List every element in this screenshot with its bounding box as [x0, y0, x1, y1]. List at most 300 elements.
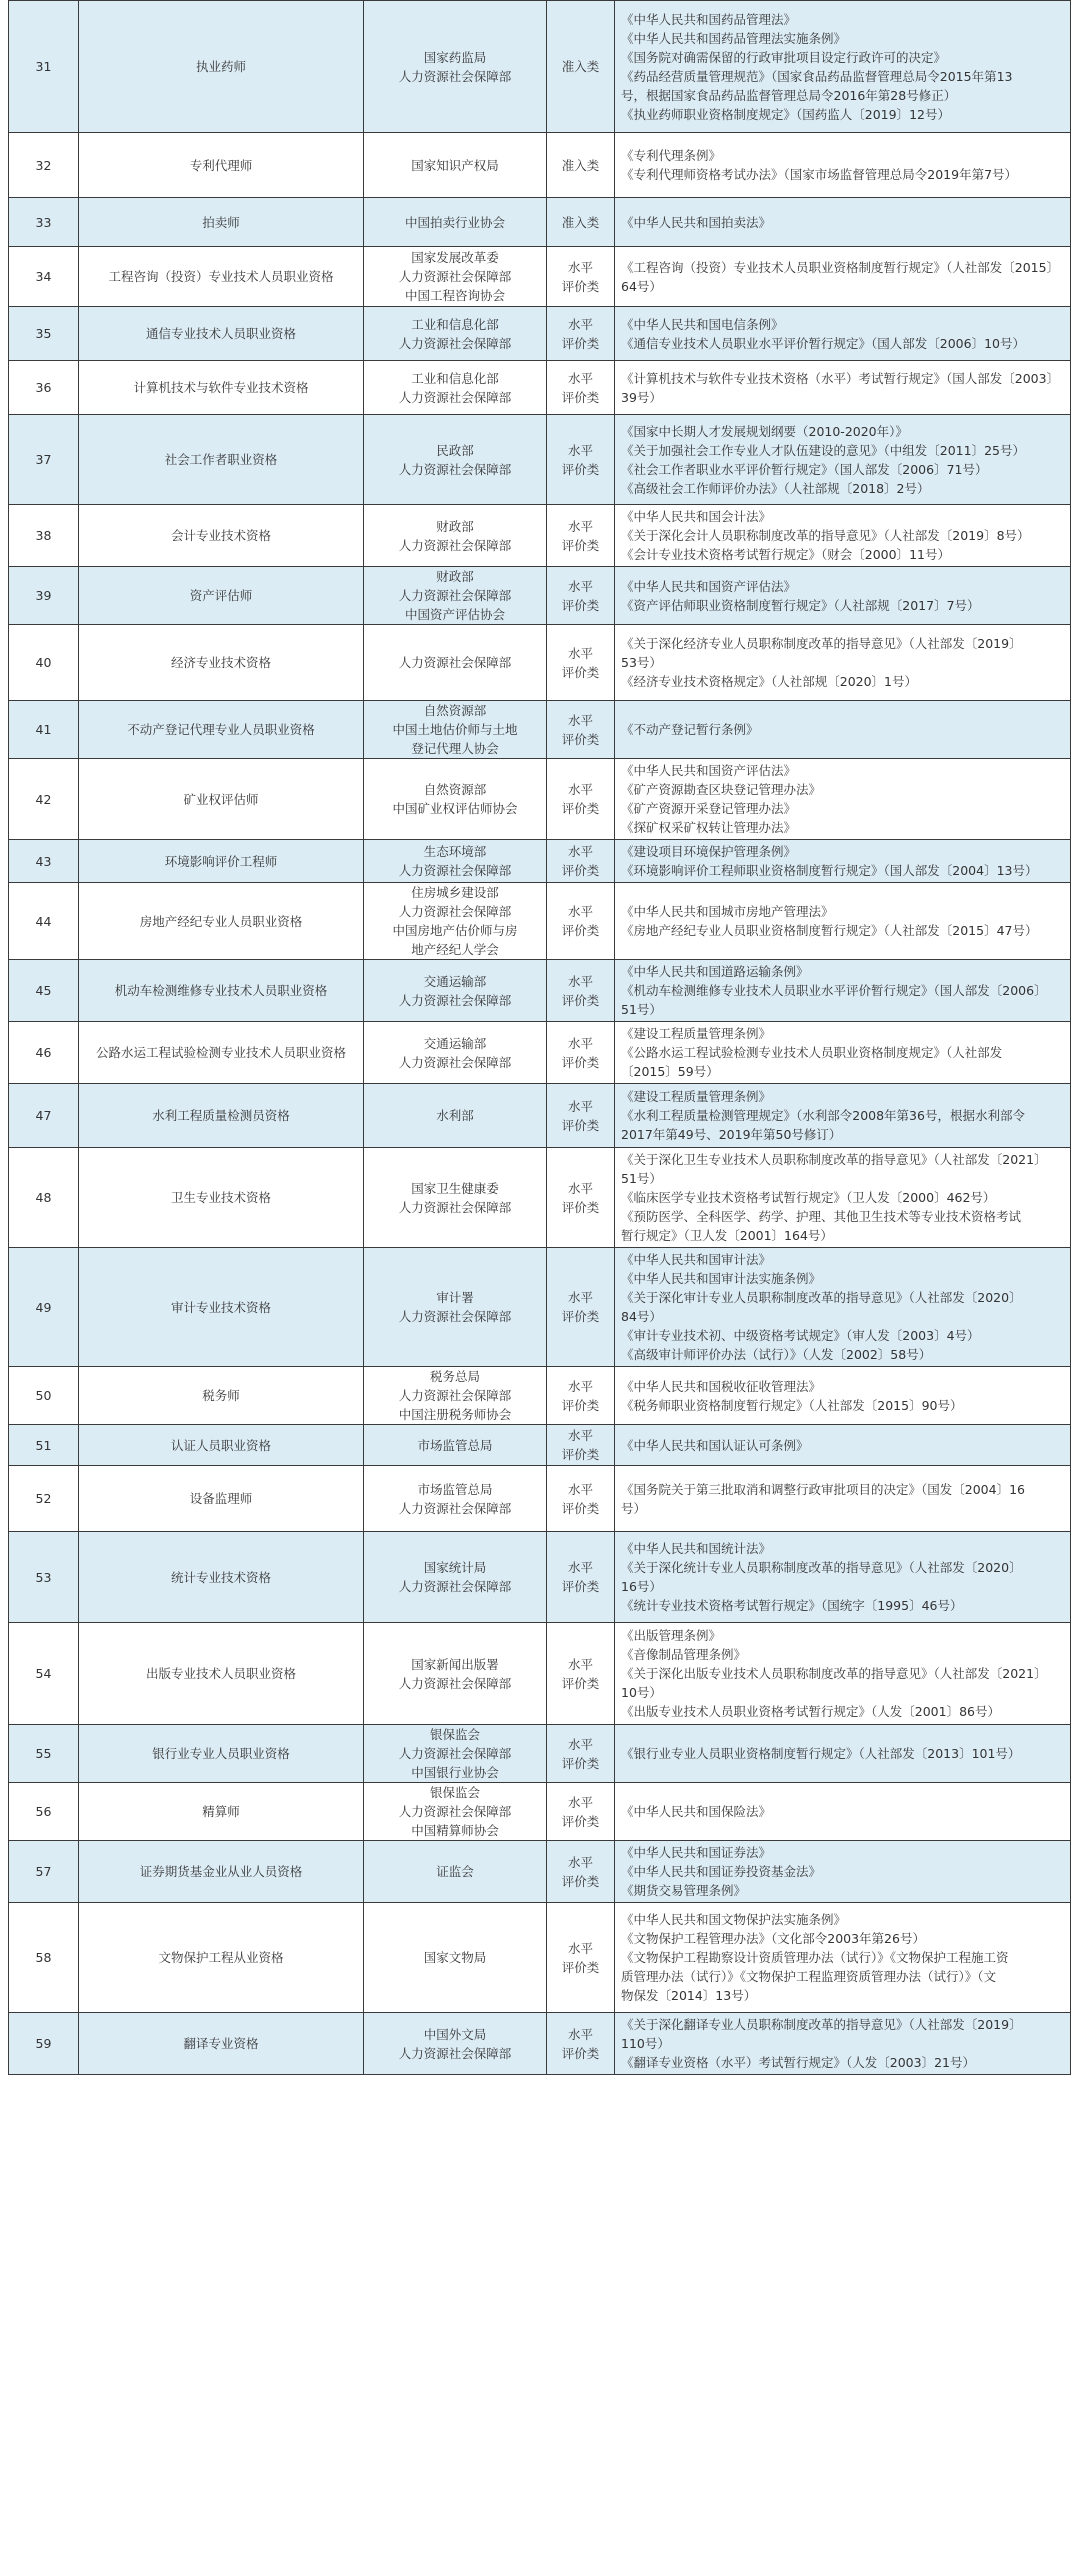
row-number-cell [9, 505, 79, 567]
department-name: 生态环境部 [423, 844, 487, 859]
legal-basis-cell [615, 1466, 1071, 1532]
department-name: 市场监管总局 [417, 1437, 493, 1453]
qualification-name-cell [79, 1532, 364, 1623]
qualification-name: 出版专业技术人员职业资格 [145, 1666, 296, 1681]
row-number: 38 [35, 528, 52, 543]
category-cell [547, 361, 615, 415]
qualification-name: 水利工程质量检测员资格 [152, 1108, 290, 1123]
legal-basis-line: 《通信专业技术人员职业水平评价暂行规定》（国人部发〔2006〕10号） [621, 335, 1025, 351]
row-number: 53 [35, 1569, 52, 1585]
category-label: 评价类 [561, 923, 600, 938]
qualification-name-cell [79, 1, 364, 133]
category-label: 评价类 [561, 1873, 600, 1889]
qualification-name-cell [79, 759, 364, 840]
legal-basis-line: 《银行业专业人员职业资格制度暂行规定》（人社部发〔2013〕101号） [621, 1746, 1021, 1761]
category-label: 水平 [567, 316, 593, 332]
category-label: 准入类 [561, 59, 600, 74]
legal-basis-cell [615, 883, 1071, 960]
qualification-name-cell [79, 1148, 364, 1248]
row-number-cell [9, 361, 79, 415]
category-label: 水平 [567, 844, 593, 859]
row-number: 44 [35, 913, 52, 929]
legal-basis-line: 《建设项目环境保护管理条例》 [621, 844, 797, 859]
department-cell [364, 1425, 547, 1466]
legal-basis-line: 《专利代理师资格考试办法》（国家市场监督管理总局令2019年第7号） [621, 167, 1018, 182]
department-name: 中国注册税务师协会 [398, 1407, 512, 1422]
qualification-name-cell [79, 1084, 364, 1148]
legal-basis-line: 《矿产资源开采登记管理办法》 [621, 801, 797, 816]
row-number: 35 [35, 326, 52, 341]
legal-basis-cell [615, 960, 1071, 1022]
legal-basis-cell [615, 198, 1071, 247]
department-cell [364, 1841, 547, 1903]
qualification-name-cell [79, 1623, 364, 1725]
table-row [9, 307, 1071, 361]
department-name: 人力资源社会保障部 [398, 461, 512, 477]
legal-basis-line: 《国务院对确需保留的行政审批项目设定行政许可的决定》 [621, 49, 947, 65]
qualification-name: 矿业权评估师 [183, 791, 259, 807]
qualification-name-cell [79, 1466, 364, 1532]
category-label: 水平 [567, 645, 593, 661]
legal-basis-line: 53号） [621, 655, 662, 670]
qualification-name: 统计专业技术资格 [170, 1569, 271, 1585]
row-number-cell [9, 1783, 79, 1841]
legal-basis-line: 《水利工程质量检测管理规定》（水利部令2008年第36号，根据水利部令 [621, 1108, 1025, 1123]
row-number: 37 [35, 452, 52, 467]
qualification-name: 精算师 [202, 1804, 240, 1819]
table-body [9, 1, 1071, 2075]
category-cell [547, 883, 615, 960]
department-name: 国家药监局 [423, 49, 487, 65]
row-number: 32 [35, 157, 52, 173]
table-row [9, 247, 1071, 307]
category-label: 评价类 [561, 1309, 600, 1324]
legal-basis-line: 《关于深化卫生专业技术人员职称制度改革的指导意见》（人社部发〔2021〕 [621, 1152, 1047, 1167]
legal-basis-line: 64号） [621, 278, 662, 294]
legal-basis-line: 《矿产资源勘查区块登记管理办法》 [621, 782, 822, 797]
legal-basis-line: 39号） [621, 389, 662, 405]
legal-basis-cell [615, 1783, 1071, 1841]
qualification-name: 社会工作者职业资格 [164, 452, 278, 467]
qualification-name: 公路水运工程试验检测专业技术人员职业资格 [95, 1045, 346, 1060]
table-row [9, 1248, 1071, 1367]
legal-basis-cell [615, 505, 1071, 567]
row-number-cell [9, 625, 79, 701]
qualification-name-cell [79, 361, 364, 415]
category-cell [547, 1841, 615, 1903]
qualification-name: 专利代理师 [189, 157, 253, 173]
legal-basis-line: 2017年第49号、2019年第50号修订） [621, 1127, 842, 1142]
table-row [9, 759, 1071, 840]
qualification-name-cell [79, 840, 364, 883]
legal-basis-line: 《房地产经纪专业人员职业资格制度暂行规定》（人社部发〔2015〕47号） [621, 923, 1038, 938]
department-cell [364, 1466, 547, 1532]
legal-basis-cell [615, 2013, 1071, 2075]
qualification-name: 执业药师 [195, 59, 246, 74]
department-name: 人力资源社会保障部 [398, 1500, 512, 1516]
department-name: 登记代理人协会 [411, 741, 499, 756]
legal-basis-line: 《中华人民共和国资产评估法》 [621, 578, 797, 594]
row-number: 40 [35, 655, 52, 670]
category-label: 评价类 [561, 1579, 600, 1594]
category-cell [547, 1425, 615, 1466]
table-row [9, 1022, 1071, 1084]
qualification-name-cell [79, 1248, 364, 1367]
legal-basis-line: 《国务院关于第三批取消和调整行政审批项目的决定》（国发〔2004〕16 [621, 1481, 1025, 1497]
legal-basis-line: 《社会工作者职业水平评价暂行规定》（国人部发〔2006〕71号） [621, 461, 988, 477]
category-cell [547, 133, 615, 198]
category-cell [547, 1248, 615, 1367]
department-cell [364, 883, 547, 960]
legal-basis-line: 《税务师职业资格制度暂行规定》（人社部发〔2015〕90号） [621, 1397, 963, 1413]
category-label: 水平 [567, 259, 593, 275]
department-name: 人力资源社会保障部 [398, 1746, 512, 1761]
category-label: 评价类 [561, 1397, 600, 1413]
category-label: 评价类 [561, 597, 600, 613]
department-name: 人力资源社会保障部 [398, 269, 512, 284]
legal-basis-cell [615, 1425, 1071, 1466]
row-number-cell [9, 1148, 79, 1248]
category-label: 评价类 [561, 801, 600, 816]
department-name: 人力资源社会保障部 [398, 1199, 512, 1215]
legal-basis-line: 《中华人民共和国税收征收管理法》 [621, 1378, 822, 1394]
category-label: 评价类 [561, 537, 600, 553]
department-name: 人力资源社会保障部 [398, 1054, 512, 1070]
department-name: 自然资源部 [423, 703, 487, 718]
department-cell [364, 1623, 547, 1725]
legal-basis-line: 《中华人民共和国会计法》 [621, 509, 772, 524]
qualification-name-cell [79, 307, 364, 361]
qualification-name-cell [79, 701, 364, 759]
table-row [9, 2013, 1071, 2075]
legal-basis-cell [615, 567, 1071, 625]
department-name: 中国矿业权评估师协会 [392, 801, 518, 816]
legal-basis-line: 《中华人民共和国药品管理法实施条例》 [621, 30, 847, 46]
department-name: 国家发展改革委 [411, 250, 499, 265]
legal-basis-line: 《探矿权采矿权转让管理办法》 [621, 820, 797, 835]
department-name: 住房城乡建设部 [411, 885, 499, 900]
department-name: 税务总局 [429, 1369, 480, 1384]
category-label: 评价类 [561, 731, 600, 747]
department-name: 证监会 [436, 1864, 474, 1879]
category-cell [547, 247, 615, 307]
legal-basis-cell [615, 1532, 1071, 1623]
legal-basis-line: 《中华人民共和国资产评估法》 [621, 763, 797, 778]
qualification-name-cell [79, 198, 364, 247]
qualification-name-cell [79, 505, 364, 567]
row-number-cell [9, 1841, 79, 1903]
table-row [9, 1725, 1071, 1783]
department-name: 国家新闻出版署 [411, 1656, 499, 1672]
row-number-cell [9, 960, 79, 1022]
qualification-name-cell [79, 883, 364, 960]
department-name: 人力资源社会保障部 [398, 904, 512, 919]
category-label: 水平 [567, 1656, 593, 1672]
legal-basis-line: 《期货交易管理条例》 [621, 1883, 747, 1898]
legal-basis-cell [615, 1022, 1071, 1084]
legal-basis-cell [615, 1903, 1071, 2013]
department-cell [364, 1783, 547, 1841]
department-cell [364, 133, 547, 198]
legal-basis-cell [615, 759, 1071, 840]
category-cell [547, 1725, 615, 1783]
qualification-name: 卫生专业技术资格 [170, 1190, 271, 1205]
qualification-name-cell [79, 1367, 364, 1425]
department-name: 银保监会 [429, 1727, 480, 1742]
qualification-name: 工程咨询（投资）专业技术人员职业资格 [108, 269, 334, 284]
qualification-table [8, 0, 1071, 2075]
department-name: 审计署 [436, 1290, 474, 1305]
legal-basis-line: 110号） [621, 2036, 670, 2051]
row-number-cell [9, 1466, 79, 1532]
category-cell [547, 567, 615, 625]
row-number: 43 [35, 853, 52, 869]
legal-basis-line: 《中华人民共和国认证认可条例》 [621, 1437, 809, 1453]
category-cell [547, 1783, 615, 1841]
row-number: 42 [35, 791, 52, 807]
legal-basis-cell [615, 307, 1071, 361]
category-label: 水平 [567, 2026, 593, 2042]
legal-basis-line: 《经济专业技术资格规定》（人社部规〔2020〕1号） [621, 674, 918, 689]
department-name: 民政部 [436, 442, 474, 458]
department-cell [364, 1148, 547, 1248]
category-label: 准入类 [561, 157, 600, 173]
category-cell [547, 1903, 615, 2013]
table-row [9, 1623, 1071, 1725]
category-label: 水平 [567, 904, 593, 919]
qualification-name-cell [79, 133, 364, 198]
category-cell [547, 960, 615, 1022]
category-label: 评价类 [561, 1447, 600, 1462]
legal-basis-line: 《中华人民共和国电信条例》 [621, 316, 784, 332]
category-label: 评价类 [561, 1500, 600, 1516]
legal-basis-cell [615, 1367, 1071, 1425]
legal-basis-line: 《临床医学专业技术资格考试暂行规定》（卫人发〔2000〕462号） [621, 1190, 996, 1205]
legal-basis-cell [615, 840, 1071, 883]
department-name: 水利部 [436, 1108, 474, 1123]
department-name: 人力资源社会保障部 [398, 335, 512, 351]
table-row [9, 625, 1071, 701]
row-number: 55 [35, 1746, 52, 1761]
legal-basis-line: 质管理办法（试行）》《文物保护工程监理资质管理办法（试行）》（文 [621, 1969, 997, 1984]
table-row [9, 133, 1071, 198]
table-row [9, 1841, 1071, 1903]
department-name: 中国银行业协会 [411, 1765, 499, 1780]
department-name: 地产经纪人学会 [411, 942, 499, 957]
category-cell [547, 840, 615, 883]
legal-basis-cell [615, 625, 1071, 701]
legal-basis-line: 《关于深化审计专业人员职称制度改革的指导意见》（人社部发〔2020〕 [621, 1290, 1022, 1305]
category-label: 评价类 [561, 2045, 600, 2061]
legal-basis-line: 《出版专业技术人员职业资格考试暂行规定》（人发〔2001〕86号） [621, 1704, 1000, 1719]
legal-basis-line: 51号） [621, 1171, 662, 1186]
qualification-name: 拍卖师 [202, 214, 240, 230]
category-label: 水平 [567, 1854, 593, 1870]
department-name: 国家统计局 [423, 1560, 487, 1575]
category-cell [547, 1022, 615, 1084]
row-number: 56 [35, 1804, 52, 1819]
table-row [9, 1367, 1071, 1425]
legal-basis-line: 《国家中长期人才发展规划纲要（2010-2020年）》 [621, 423, 908, 439]
department-name: 人力资源社会保障部 [398, 1309, 512, 1324]
department-name: 国家文物局 [423, 1950, 487, 1965]
category-label: 水平 [567, 1290, 593, 1305]
department-cell [364, 415, 547, 505]
category-label: 水平 [567, 1481, 593, 1497]
qualification-name-cell [79, 1783, 364, 1841]
row-number-cell [9, 840, 79, 883]
legal-basis-line: 暂行规定》（卫人发〔2001〕164号） [621, 1228, 833, 1243]
legal-basis-line: 《会计专业技术资格考试暂行规定》（财会〔2000〕11号） [621, 547, 950, 562]
legal-basis-cell [615, 1084, 1071, 1148]
legal-basis-line: 《药品经营质量管理规范》（国家食品药品监督管理总局令2015年第13 [621, 68, 1013, 84]
table-row [9, 198, 1071, 247]
qualification-name: 不动产登记代理专业人员职业资格 [127, 722, 315, 737]
row-number: 50 [35, 1388, 52, 1403]
category-label: 水平 [567, 370, 593, 386]
department-name: 人力资源社会保障部 [398, 68, 512, 84]
category-cell [547, 1, 615, 133]
legal-basis-line: 《翻译专业资格（水平）考试暂行规定》（人发〔2003〕21号） [621, 2055, 975, 2070]
qualification-name: 银行业专业人员职业资格 [152, 1746, 290, 1761]
legal-basis-line: 号） [621, 1500, 647, 1516]
row-number-cell [9, 133, 79, 198]
legal-basis-cell [615, 701, 1071, 759]
category-label: 评价类 [561, 278, 600, 294]
qualification-name: 房地产经纪专业人员职业资格 [139, 913, 303, 929]
legal-basis-cell [615, 361, 1071, 415]
legal-basis-line: 《环境影响评价工程师职业资格制度暂行规定》（国人部发〔2004〕13号） [621, 863, 1038, 878]
qualification-name-cell [79, 415, 364, 505]
legal-basis-line: 《机动车检测维修专业技术人员职业水平评价暂行规定》（国人部发〔2006〕 [621, 983, 1047, 998]
table-row [9, 567, 1071, 625]
legal-basis-line: 《执业药师职业资格制度规定》（国药监人〔2019〕12号） [621, 106, 950, 122]
department-name: 国家卫生健康委 [411, 1180, 499, 1196]
department-name: 中国土地估价师与土地 [392, 722, 518, 737]
legal-basis-cell [615, 1248, 1071, 1367]
qualification-name-cell [79, 960, 364, 1022]
category-cell [547, 1367, 615, 1425]
legal-basis-line: 《不动产登记暂行条例》 [621, 722, 759, 737]
table-row [9, 701, 1071, 759]
legal-basis-line: 《预防医学、全科医学、药学、护理、其他卫生技术等专业技术资格考试 [621, 1209, 1022, 1224]
table-row [9, 1466, 1071, 1532]
department-name: 财政部 [436, 569, 474, 584]
department-name: 人力资源社会保障部 [398, 1675, 512, 1691]
legal-basis-line: 《中华人民共和国文物保护法实施条例》 [621, 1912, 847, 1927]
row-number: 57 [35, 1864, 52, 1879]
category-label: 水平 [567, 973, 593, 989]
category-label: 水平 [567, 1098, 593, 1114]
row-number-cell [9, 1084, 79, 1148]
category-label: 水平 [567, 1560, 593, 1575]
category-label: 水平 [567, 782, 593, 797]
row-number-cell [9, 415, 79, 505]
department-name: 人力资源社会保障部 [398, 992, 512, 1008]
department-name: 自然资源部 [423, 782, 487, 797]
category-cell [547, 2013, 615, 2075]
row-number: 52 [35, 1491, 52, 1506]
department-cell [364, 198, 547, 247]
department-name: 人力资源社会保障部 [398, 537, 512, 553]
row-number-cell [9, 198, 79, 247]
row-number: 48 [35, 1190, 52, 1205]
category-label: 评价类 [561, 461, 600, 477]
department-cell [364, 307, 547, 361]
legal-basis-line: 16号） [621, 1579, 662, 1594]
row-number-cell [9, 2013, 79, 2075]
row-number-cell [9, 567, 79, 625]
table-row [9, 840, 1071, 883]
qualification-name-cell [79, 1903, 364, 2013]
legal-basis-line: 《中华人民共和国审计法实施条例》 [621, 1271, 822, 1286]
legal-basis-line: 号，根据国家食品药品监督管理总局令2016年第28号修正） [621, 87, 957, 103]
legal-basis-line: 《统计专业技术资格考试暂行规定》（国统字〔1995〕46号） [621, 1598, 963, 1613]
department-name: 中国精算师协会 [411, 1823, 499, 1838]
department-cell [364, 505, 547, 567]
department-cell [364, 1022, 547, 1084]
legal-basis-cell [615, 1148, 1071, 1248]
department-name: 交通运输部 [423, 973, 487, 989]
department-cell [364, 1725, 547, 1783]
legal-basis-line: 《中华人民共和国药品管理法》 [621, 11, 797, 27]
legal-basis-line: 《建设工程质量管理条例》 [621, 1089, 772, 1104]
row-number-cell [9, 1903, 79, 2013]
category-cell [547, 198, 615, 247]
category-cell [547, 1623, 615, 1725]
legal-basis-line: 《关于深化翻译专业人员职称制度改革的指导意见》（人社部发〔2019〕 [621, 2017, 1022, 2032]
row-number: 49 [35, 1299, 52, 1315]
category-label: 水平 [567, 1736, 593, 1752]
department-cell [364, 759, 547, 840]
category-label: 评价类 [561, 863, 600, 878]
qualification-name: 认证人员职业资格 [170, 1437, 271, 1453]
table-row [9, 960, 1071, 1022]
department-name: 人力资源社会保障部 [398, 2045, 512, 2061]
legal-basis-line: 《计算机技术与软件专业技术资格（水平）考试暂行规定》（国人部发〔2003〕 [621, 370, 1060, 386]
table-row [9, 505, 1071, 567]
category-label: 水平 [567, 1428, 593, 1443]
row-number: 31 [35, 59, 52, 74]
category-cell [547, 307, 615, 361]
qualification-name: 会计专业技术资格 [170, 528, 271, 543]
qualification-name-cell [79, 1725, 364, 1783]
legal-basis-line: 《文物保护工程勘察设计资质管理办法（试行）》《文物保护工程施工资 [621, 1950, 1009, 1965]
legal-basis-cell [615, 133, 1071, 198]
table-row [9, 1532, 1071, 1623]
category-label: 评价类 [561, 664, 600, 680]
row-number: 34 [35, 269, 52, 284]
category-label: 评价类 [561, 1755, 600, 1771]
category-label: 准入类 [561, 214, 600, 230]
category-label: 水平 [567, 1940, 593, 1956]
category-label: 评价类 [561, 1054, 600, 1070]
qualification-name: 计算机技术与软件专业技术资格 [133, 380, 309, 395]
qualification-name: 翻译专业资格 [183, 2036, 259, 2051]
legal-basis-line: 《音像制品管理条例》 [621, 1647, 747, 1662]
category-label: 评价类 [561, 1813, 600, 1829]
department-name: 中国拍卖行业协会 [404, 214, 505, 230]
category-label: 水平 [567, 1035, 593, 1051]
department-name: 人力资源社会保障部 [398, 655, 512, 670]
category-cell [547, 1084, 615, 1148]
category-label: 评价类 [561, 1675, 600, 1691]
department-cell [364, 247, 547, 307]
legal-basis-line: 《审计专业技术初、中级资格考试规定》（审人发〔2003〕4号） [621, 1328, 980, 1343]
row-number-cell [9, 701, 79, 759]
qualification-name: 经济专业技术资格 [170, 655, 271, 670]
department-cell [364, 1248, 547, 1367]
